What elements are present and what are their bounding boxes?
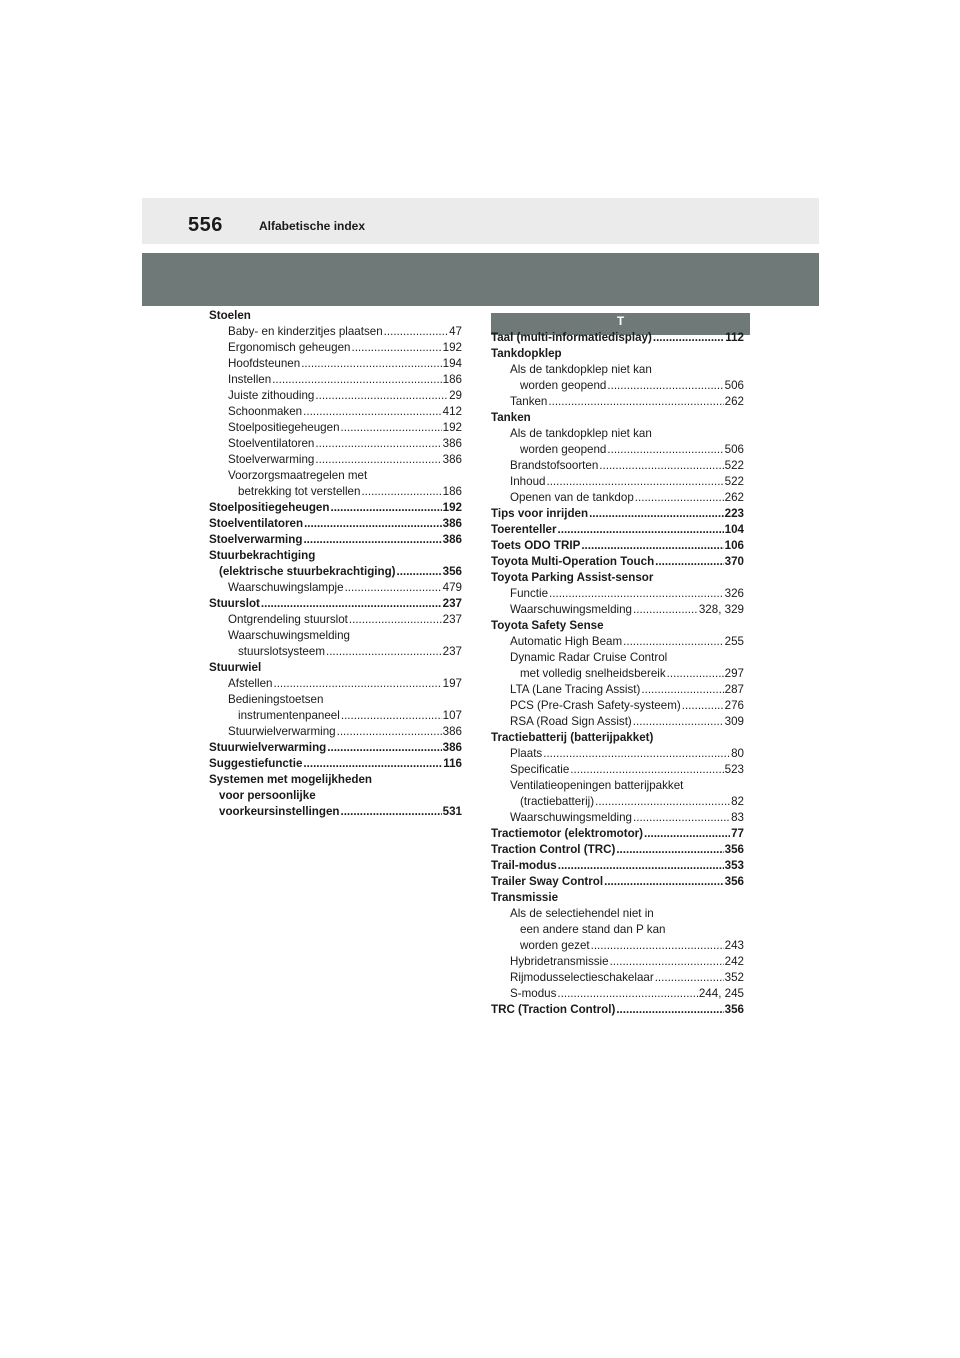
index-entry xyxy=(491,810,744,826)
leader-dots xyxy=(633,602,698,618)
index-entry xyxy=(209,660,462,676)
index-entry xyxy=(491,938,744,954)
index-entry xyxy=(491,986,744,1002)
index-entry xyxy=(209,612,462,628)
index-entry xyxy=(491,698,744,714)
page-reference: 386 xyxy=(442,741,462,754)
header-band xyxy=(142,253,819,306)
leader-dots xyxy=(315,452,441,468)
page-reference: 386 xyxy=(442,453,462,466)
leader-dots xyxy=(272,372,441,388)
index-entry xyxy=(209,548,462,564)
index-entry xyxy=(491,714,744,730)
page-reference: 197 xyxy=(442,677,462,690)
page-reference: 242 xyxy=(724,955,744,968)
index-entry xyxy=(209,500,462,516)
index-entry-label: Trail-modus xyxy=(491,859,557,872)
page-reference: 237 xyxy=(442,597,462,610)
page-reference: 82 xyxy=(731,795,744,808)
page-reference: 356 xyxy=(724,875,744,888)
page-reference: 522 xyxy=(724,475,744,488)
index-entry xyxy=(209,372,462,388)
page-reference: 386 xyxy=(442,437,462,450)
index-entry-label: TRC (Traction Control) xyxy=(491,1003,616,1016)
index-entry xyxy=(491,410,744,426)
leader-dots xyxy=(351,340,441,356)
leader-dots xyxy=(549,586,724,602)
index-entry-label: Stoelen xyxy=(209,309,251,322)
leader-dots xyxy=(345,580,442,596)
index-entry xyxy=(209,340,462,356)
index-entry xyxy=(209,708,462,724)
index-entry-label: Suggestiefunctie xyxy=(209,757,303,770)
leader-dots xyxy=(337,724,442,740)
index-entry-label: voor persoonlijke xyxy=(219,789,316,802)
index-entry-label: Ventilatieopeningen batterijpakket xyxy=(510,779,684,792)
page-reference: 531 xyxy=(442,805,462,818)
page-reference: 80 xyxy=(731,747,744,760)
page-reference: 186 xyxy=(442,485,462,498)
index-entry-label: S-modus xyxy=(510,987,557,1000)
page-reference: 255 xyxy=(724,635,744,648)
index-entry-label: Tankdopklep xyxy=(491,347,562,360)
page-reference: 506 xyxy=(724,379,744,392)
leader-dots xyxy=(397,564,442,580)
index-entry-label: met volledig snelheidsbereik xyxy=(520,667,666,680)
index-entry xyxy=(491,858,744,874)
index-entry xyxy=(491,378,744,394)
index-entry xyxy=(491,666,744,682)
leader-dots xyxy=(341,708,442,724)
index-entry-label: Bedieningstoetsen xyxy=(228,693,324,706)
page-reference: 522 xyxy=(724,459,744,472)
index-entry xyxy=(209,452,462,468)
index-entry-label: betrekking tot verstellen xyxy=(238,485,361,498)
index-entry-label: Afstellen xyxy=(228,677,273,690)
leader-dots xyxy=(361,484,441,500)
index-entry-label: Functie xyxy=(510,587,549,600)
index-entry xyxy=(491,618,744,634)
index-entry-label: Stuurslot xyxy=(209,597,260,610)
page-reference: 244, 245 xyxy=(698,987,744,1000)
index-entry xyxy=(491,506,744,522)
leader-dots xyxy=(607,442,723,458)
leader-dots xyxy=(543,746,730,762)
page-reference: 194 xyxy=(442,357,462,370)
index-entry xyxy=(491,906,744,922)
leader-dots xyxy=(326,644,442,660)
leader-dots xyxy=(340,804,441,820)
index-entry-label: Hoofdsteunen xyxy=(228,357,301,370)
leader-dots xyxy=(667,666,724,682)
leader-dots xyxy=(304,516,442,532)
page-reference: 29 xyxy=(449,389,462,402)
index-entry-label: (tractiebatterij) xyxy=(520,795,595,808)
index-entry xyxy=(491,762,744,778)
index-entry xyxy=(491,954,744,970)
index-entry xyxy=(491,650,744,666)
page-reference: 309 xyxy=(724,715,744,728)
index-entry xyxy=(209,468,462,484)
index-entry-label: Stoelpositiegeheugen xyxy=(228,421,340,434)
index-entry-label: Toyota Parking Assist-sensor xyxy=(491,571,654,584)
index-entry xyxy=(209,404,462,420)
index-entry xyxy=(491,554,744,570)
index-entry-label: Stuurbekrachtiging xyxy=(209,549,316,562)
page-reference: 192 xyxy=(442,501,462,514)
index-entry-label: worden geopend xyxy=(520,379,607,392)
index-entry-label: Voorzorgsmaatregelen met xyxy=(228,469,368,482)
index-entry xyxy=(491,362,744,378)
page-reference: 356 xyxy=(724,1003,744,1016)
page-reference: 104 xyxy=(724,523,744,536)
index-entry-label: Tractiemotor (elektromotor) xyxy=(491,827,644,840)
page-reference: 356 xyxy=(442,565,462,578)
index-entry xyxy=(209,516,462,532)
index-entry xyxy=(209,436,462,452)
page-reference: 386 xyxy=(442,517,462,530)
index-entry xyxy=(491,394,744,410)
index-entry-label: Tips voor inrijden xyxy=(491,507,589,520)
index-entry xyxy=(209,324,462,340)
index-entry-label: RSA (Road Sign Assist) xyxy=(510,715,632,728)
leader-dots xyxy=(616,842,723,858)
index-entry-label: worden gezet xyxy=(520,939,590,952)
index-entry-label: stuurslotsysteem xyxy=(238,645,325,658)
index-entry xyxy=(209,628,462,644)
index-entry xyxy=(491,490,744,506)
index-entry-label: Rijmodusselectieschakelaar xyxy=(510,971,654,984)
page-reference: 356 xyxy=(724,843,744,856)
index-entry-label: Taal (multi-informatiedisplay) xyxy=(491,331,652,344)
leader-dots xyxy=(641,682,723,698)
index-entry xyxy=(209,756,462,772)
index-entry-label: Openen van de tankdop xyxy=(510,491,634,504)
index-entry-label: Waarschuwingsmelding xyxy=(510,603,633,616)
index-entry-label: Stuurwielverwarming xyxy=(209,741,327,754)
page-reference: 353 xyxy=(724,859,744,872)
index-entry xyxy=(491,842,744,858)
page-reference: 192 xyxy=(442,341,462,354)
index-entry-label: Systemen met mogelijkheden xyxy=(209,773,373,786)
index-entry xyxy=(491,538,744,554)
page-number: 556 xyxy=(188,214,223,236)
index-entry xyxy=(209,308,462,324)
index-entry xyxy=(209,724,462,740)
index-entry-label: Tractiebatterij (batterijpakket) xyxy=(491,731,654,744)
index-entry-label: Schoonmaken xyxy=(228,405,303,418)
index-entry xyxy=(209,356,462,372)
index-entry xyxy=(209,580,462,596)
page-reference: 243 xyxy=(724,939,744,952)
page-reference: 297 xyxy=(724,667,744,680)
leader-dots xyxy=(384,324,448,340)
index-entry-label: Als de selectiehendel niet in xyxy=(510,907,654,920)
leader-dots xyxy=(682,698,724,714)
index-entry-label: Ontgrendeling stuurslot xyxy=(228,613,348,626)
index-entry-label: Traction Control (TRC) xyxy=(491,843,616,856)
index-entry-label: Baby- en kinderzitjes plaatsen xyxy=(228,325,383,338)
index-entry xyxy=(209,804,462,820)
leader-dots xyxy=(581,538,723,554)
index-entry-label: Stoelventilatoren xyxy=(228,437,315,450)
header-bar xyxy=(142,198,819,244)
page-reference: 47 xyxy=(449,325,462,338)
leader-dots xyxy=(644,826,730,842)
index-entry xyxy=(209,692,462,708)
index-entry xyxy=(491,730,744,746)
index-entry-label: een andere stand dan P kan xyxy=(520,923,666,936)
index-entry xyxy=(209,420,462,436)
leader-dots xyxy=(570,762,723,778)
leader-dots xyxy=(633,714,724,730)
page-reference: 192 xyxy=(442,421,462,434)
index-entry xyxy=(209,772,462,788)
page-reference: 370 xyxy=(724,555,744,568)
leader-dots xyxy=(616,1002,723,1018)
leader-dots xyxy=(273,676,441,692)
index-entry xyxy=(491,586,744,602)
index-entry-label: Hybridetransmissie xyxy=(510,955,609,968)
index-entry xyxy=(491,746,744,762)
leader-dots xyxy=(303,532,441,548)
index-entry xyxy=(491,778,744,794)
index-entry-label: Brandstofsoorten xyxy=(510,459,599,472)
index-entry xyxy=(209,484,462,500)
index-entry xyxy=(491,602,744,618)
index-entry xyxy=(491,826,744,842)
index-entry-label: Stoelverwarming xyxy=(209,533,303,546)
page-reference: 116 xyxy=(443,757,462,770)
leader-dots xyxy=(653,330,724,346)
page-reference: 106 xyxy=(724,539,744,552)
index-entry-label: Als de tankdopklep niet kan xyxy=(510,363,652,376)
index-entry-label: PCS (Pre-Crash Safety-systeem) xyxy=(510,699,681,712)
index-entry xyxy=(491,890,744,906)
leader-dots xyxy=(548,394,723,410)
index-entry-label: Automatic High Beam xyxy=(510,635,623,648)
page-reference: 262 xyxy=(724,491,744,504)
index-entry xyxy=(491,474,744,490)
index-column-left xyxy=(209,308,462,820)
page-reference: 352 xyxy=(724,971,744,984)
index-column-right xyxy=(491,330,744,1018)
index-entry-label: Ergonomisch geheugen xyxy=(228,341,351,354)
index-entry-label: Transmissie xyxy=(491,891,559,904)
index-entry xyxy=(491,794,744,810)
page-reference: 223 xyxy=(724,507,744,520)
index-entry xyxy=(491,522,744,538)
section-title: Alfabetische index xyxy=(259,219,366,233)
leader-dots xyxy=(341,420,442,436)
leader-dots xyxy=(315,436,441,452)
leader-dots xyxy=(607,378,723,394)
index-entry xyxy=(491,922,744,938)
leader-dots xyxy=(301,356,441,372)
index-entry-label: Waarschuwingsmelding xyxy=(510,811,633,824)
leader-dots xyxy=(610,954,724,970)
index-entry-label: Specificatie xyxy=(510,763,570,776)
index-entry-label: Toyota Safety Sense xyxy=(491,619,604,632)
page-reference: 237 xyxy=(442,645,462,658)
leader-dots xyxy=(633,810,730,826)
index-entry xyxy=(491,634,744,650)
index-entry xyxy=(491,330,744,346)
index-entry xyxy=(209,596,462,612)
index-entry xyxy=(209,676,462,692)
index-entry xyxy=(491,1002,744,1018)
index-entry xyxy=(209,532,462,548)
index-entry-label: Trailer Sway Control xyxy=(491,875,604,888)
index-entry xyxy=(209,564,462,580)
index-entry-label: Stuurwiel xyxy=(209,661,262,674)
leader-dots xyxy=(635,490,724,506)
index-entry-label: Als de tankdopklep niet kan xyxy=(510,427,652,440)
index-entry-label: voorkeursinstellingen xyxy=(219,805,340,818)
page-reference: 412 xyxy=(442,405,462,418)
index-entry-label: instrumentenpaneel xyxy=(238,709,340,722)
page-reference: 186 xyxy=(442,373,462,386)
page-reference: 326 xyxy=(724,587,744,600)
index-entry-label: Instellen xyxy=(228,373,272,386)
index-entry-label: LTA (Lane Tracing Assist) xyxy=(510,683,641,696)
leader-dots xyxy=(315,388,448,404)
letter-heading: T xyxy=(491,313,750,335)
page-reference: 77 xyxy=(731,827,744,840)
index-entry-label: Dynamic Radar Cruise Control xyxy=(510,651,668,664)
leader-dots xyxy=(349,612,442,628)
index-entry-label: Stoelpositiegeheugen xyxy=(209,501,330,514)
leader-dots xyxy=(604,874,724,890)
page-reference: 287 xyxy=(724,683,744,696)
index-entry xyxy=(491,970,744,986)
index-entry xyxy=(209,644,462,660)
index-entry xyxy=(491,874,744,890)
leader-dots xyxy=(327,740,441,756)
page-reference: 479 xyxy=(442,581,462,594)
index-entry-label: Inhoud xyxy=(510,475,546,488)
leader-dots xyxy=(303,404,442,420)
index-entry-label: Juiste zithouding xyxy=(228,389,315,402)
index-entry xyxy=(209,740,462,756)
index-entry-label: Waarschuwingslampje xyxy=(228,581,344,594)
index-entry-label: Toets ODO TRIP xyxy=(491,539,581,552)
index-entry xyxy=(491,682,744,698)
index-entry-label: worden geopend xyxy=(520,443,607,456)
index-entry-label: Waarschuwingsmelding xyxy=(228,629,351,642)
leader-dots xyxy=(261,596,442,612)
leader-dots xyxy=(330,500,441,516)
index-entry-label: Stoelverwarming xyxy=(228,453,315,466)
index-entry-label: Tanken xyxy=(491,411,531,424)
leader-dots xyxy=(623,634,724,650)
index-entry xyxy=(491,570,744,586)
page-reference: 386 xyxy=(442,533,462,546)
leader-dots xyxy=(589,506,724,522)
index-entry-label: (elektrische stuurbekrachtiging) xyxy=(219,565,396,578)
index-entry xyxy=(491,426,744,442)
leader-dots xyxy=(599,458,723,474)
index-entry xyxy=(209,788,462,804)
page-reference: 112 xyxy=(725,331,744,344)
index-entry xyxy=(491,458,744,474)
page-reference: 328, 329 xyxy=(698,603,744,616)
index-entry-label: Stoelventilatoren xyxy=(209,517,304,530)
index-entry-label: Toerenteller xyxy=(491,523,557,536)
leader-dots xyxy=(558,858,724,874)
leader-dots xyxy=(558,522,724,538)
index-entry-label: Stuurwielverwarming xyxy=(228,725,336,738)
page-reference: 276 xyxy=(724,699,744,712)
index-entry xyxy=(491,442,744,458)
index-entry-label: Toyota Multi-Operation Touch xyxy=(491,555,655,568)
page-reference: 237 xyxy=(442,613,462,626)
page-reference: 107 xyxy=(442,709,462,722)
leader-dots xyxy=(655,970,724,986)
leader-dots xyxy=(595,794,730,810)
leader-dots xyxy=(303,756,442,772)
page-reference: 83 xyxy=(731,811,744,824)
leader-dots xyxy=(591,938,724,954)
leader-dots xyxy=(557,986,697,1002)
page-reference: 523 xyxy=(724,763,744,776)
leader-dots xyxy=(655,554,724,570)
index-entry-label: Tanken xyxy=(510,395,548,408)
leader-dots xyxy=(546,474,723,490)
index-entry xyxy=(491,346,744,362)
index-entry xyxy=(209,388,462,404)
page-reference: 262 xyxy=(724,395,744,408)
index-entry-label: Plaats xyxy=(510,747,543,760)
page-reference: 386 xyxy=(442,725,462,738)
page-reference: 506 xyxy=(724,443,744,456)
